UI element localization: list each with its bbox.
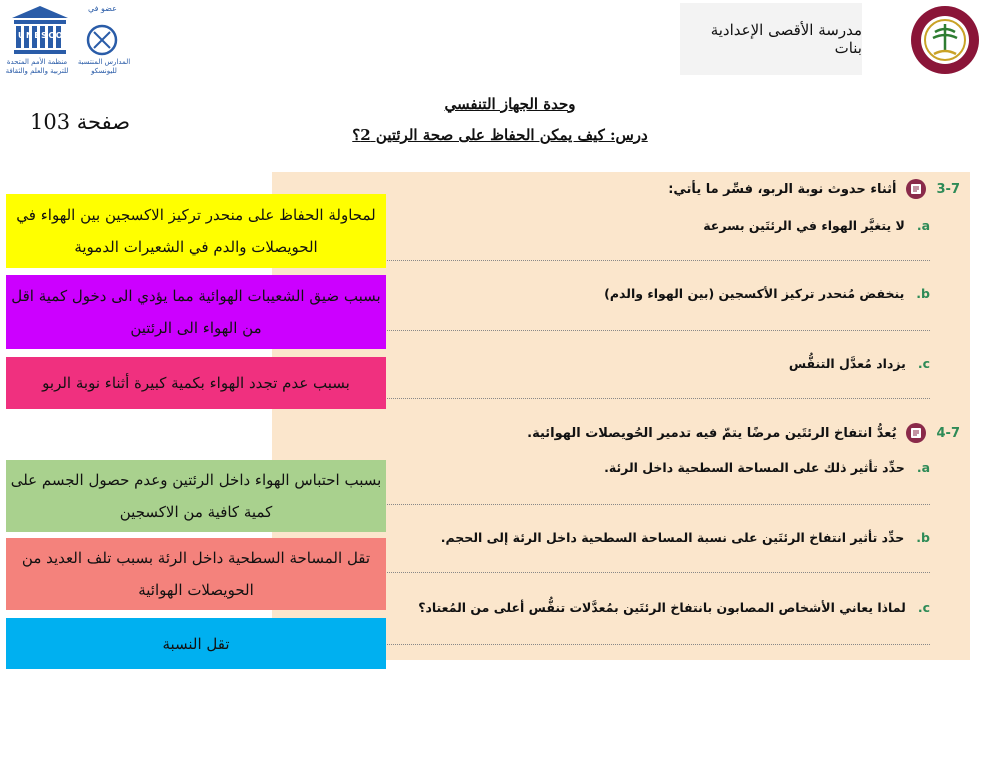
sub-question-text: لا يتغيَّر الهواء في الرئتَين بسرعة [703, 218, 905, 233]
unesco-word: UNESCO [18, 31, 65, 40]
sub-question-3-7-c [789, 356, 930, 371]
lesson-title: درس: كيف يمكن الحفاظ على صحة الرئتين 2؟ [352, 126, 648, 144]
unit-title: وحدة الجهاز التنفسي [444, 95, 576, 113]
unesco-org-left: منظمة الأمم المتحدة للتربية والعلم والثقافة [5, 58, 69, 75]
answer-box-2[interactable] [6, 275, 386, 349]
unesco-org-right: المدارس المنتسبة لليونسكو [77, 58, 131, 75]
answer-box-3[interactable] [6, 357, 386, 409]
sub-question-text: حدِّد تأثير انتفاخ الرئتَين على نسبة المساحة السطحية داخل الرئة إلى الحجم. [440, 530, 905, 545]
sub-question-4-7-c [418, 600, 930, 615]
sub-question-4-7-b [441, 530, 930, 545]
answer-text: تقل المساحة السطحية داخل الرئة بسبب تلف العديد من الحويصلات الهوائية [21, 549, 371, 599]
sub-question-letter: b. [916, 530, 930, 545]
sub-question-text: حدِّد تأثير ذلك على المساحة السطحية داخل الرئة. [604, 460, 905, 475]
answer-text: بسبب احتباس الهواء داخل الرئتين وعدم حصول الجسم على كمية كافية من الاكسجين [10, 471, 382, 521]
sub-question-text: يزداد مُعدَّل التنفُّس [788, 356, 906, 371]
question-3-7-heading [668, 178, 960, 200]
sub-question-letter: b. [916, 286, 930, 301]
school-name: مدرسة الأقصى الإعدادية بنات [710, 21, 862, 57]
question-icon [905, 178, 927, 200]
ministry-emblem [902, 2, 988, 78]
answer-text: تقل النسبة [162, 634, 230, 653]
answer-box-1[interactable] [6, 194, 386, 268]
question-prompt: يُعدُّ انتفاخ الرئتَين مرضًا يتمّ فيه تدمير الحُويصلات الهوائية. [527, 425, 897, 441]
unesco-logo [4, 4, 132, 84]
sub-question-letter: a. [916, 218, 930, 233]
answer-text: بسبب عدم تجدد الهواء بكمية كبيرة أثناء نوبة الربو [42, 374, 350, 392]
answer-text: بسبب ضيق الشعيبات الهوائية مما يؤدي الى دخول كمية اقل من الهواء الى الرئتين [11, 287, 381, 337]
sub-question-letter: a. [916, 460, 930, 475]
sub-question-3-7-b [604, 286, 930, 301]
sub-question-3-7-a [703, 218, 930, 233]
sub-question-letter: c. [917, 600, 930, 615]
question-4-7-heading [527, 422, 960, 444]
unesco-member-label: عضو في [88, 4, 117, 13]
question-icon [905, 422, 927, 444]
answer-box-4[interactable] [6, 460, 386, 532]
answer-text: لمحاولة الحفاظ على منحدر تركيز الاكسجين بين الهواء في الحويصلات والدم في الشعيرات الدموية [16, 206, 376, 256]
school-name-box [680, 3, 862, 75]
question-prompt: أثناء حدوث نوبة الربو، فسِّر ما يأتي: [668, 181, 897, 197]
sub-question-4-7-a [604, 460, 930, 475]
question-number: 3-7 [936, 181, 960, 197]
question-number: 4-7 [936, 425, 960, 441]
answer-box-5[interactable] [6, 538, 386, 610]
sub-question-text: لماذا يعاني الأشخاص المصابون بانتفاخ الرئتَين بمُعدَّلات تنفُّس أعلى من المُعتاد؟ [418, 600, 906, 615]
sub-question-text: ينخفض مُنحدر تركيز الأكسجين (بين الهواء والدم) [604, 286, 905, 301]
answer-box-6[interactable] [6, 618, 386, 669]
sub-question-letter: c. [917, 356, 930, 371]
page-reference: صفحة 103 [30, 110, 131, 134]
